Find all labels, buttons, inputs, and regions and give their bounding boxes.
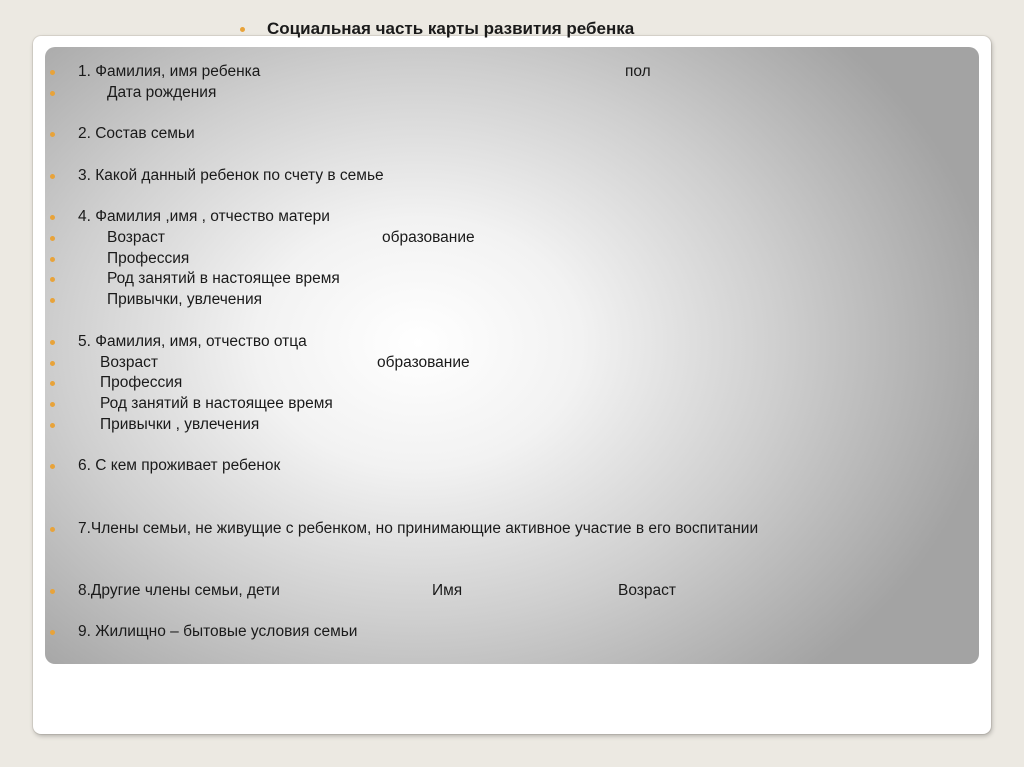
bullet-icon	[50, 236, 55, 241]
item-label: 5. Фамилия, имя, отчество отца	[78, 333, 307, 350]
bullet-icon	[50, 464, 55, 469]
bullet-icon	[50, 527, 55, 532]
bullet-icon	[50, 361, 55, 366]
item-label: Профессия	[107, 250, 190, 267]
item-label: Привычки , увлечения	[100, 416, 260, 433]
item-field-label: Имя	[432, 582, 463, 599]
bullet-icon	[50, 298, 55, 303]
slide-title: Социальная часть карты развития ребенка	[267, 19, 635, 38]
bullet-icon	[50, 257, 55, 262]
bullet-icon	[50, 340, 55, 345]
item-field-label: образование	[382, 229, 475, 246]
bullet-icon	[50, 277, 55, 282]
item-field-label: Возраст	[618, 582, 676, 599]
item-label: 4. Фамилия ,имя , отчество матери	[78, 208, 330, 225]
bullet-icon	[50, 423, 55, 428]
item-label: Дата рождения	[107, 84, 217, 101]
bullet-icon	[50, 381, 55, 386]
bullet-icon	[50, 589, 55, 594]
item-label: Род занятий в настоящее время	[107, 270, 340, 287]
bullet-icon	[50, 70, 55, 75]
bullet-icon	[50, 174, 55, 179]
item-label: 7.Члены семьи, не живущие с ребенком, но принимающие активное участие в его воспитании	[78, 520, 759, 537]
bullet-icon	[50, 215, 55, 220]
item-label: 6. С кем проживает ребенок	[78, 457, 281, 474]
item-label: Привычки, увлечения	[107, 291, 263, 308]
item-label: Возраст	[107, 229, 165, 246]
item-label: Профессия	[100, 374, 183, 391]
item-label: 8.Другие члены семьи, дети	[78, 582, 280, 599]
item-field-label: образование	[377, 354, 470, 371]
bullet-icon	[50, 132, 55, 137]
bullet-icon	[50, 630, 55, 635]
title-bullet-icon	[240, 27, 245, 32]
item-field-label: пол	[625, 63, 651, 80]
bullet-icon	[50, 402, 55, 407]
item-label: 2. Состав семьи	[78, 125, 195, 142]
item-label: 9. Жилищно – бытовые условия семьи	[78, 623, 358, 640]
item-label: 1. Фамилия, имя ребенка	[78, 63, 261, 80]
slide-title-row	[240, 18, 634, 40]
item-label: Род занятий в настоящее время	[100, 395, 333, 412]
bullet-icon	[50, 91, 55, 96]
item-label: 3. Какой данный ребенок по счету в семье	[78, 167, 384, 184]
item-label: Возраст	[100, 354, 158, 371]
